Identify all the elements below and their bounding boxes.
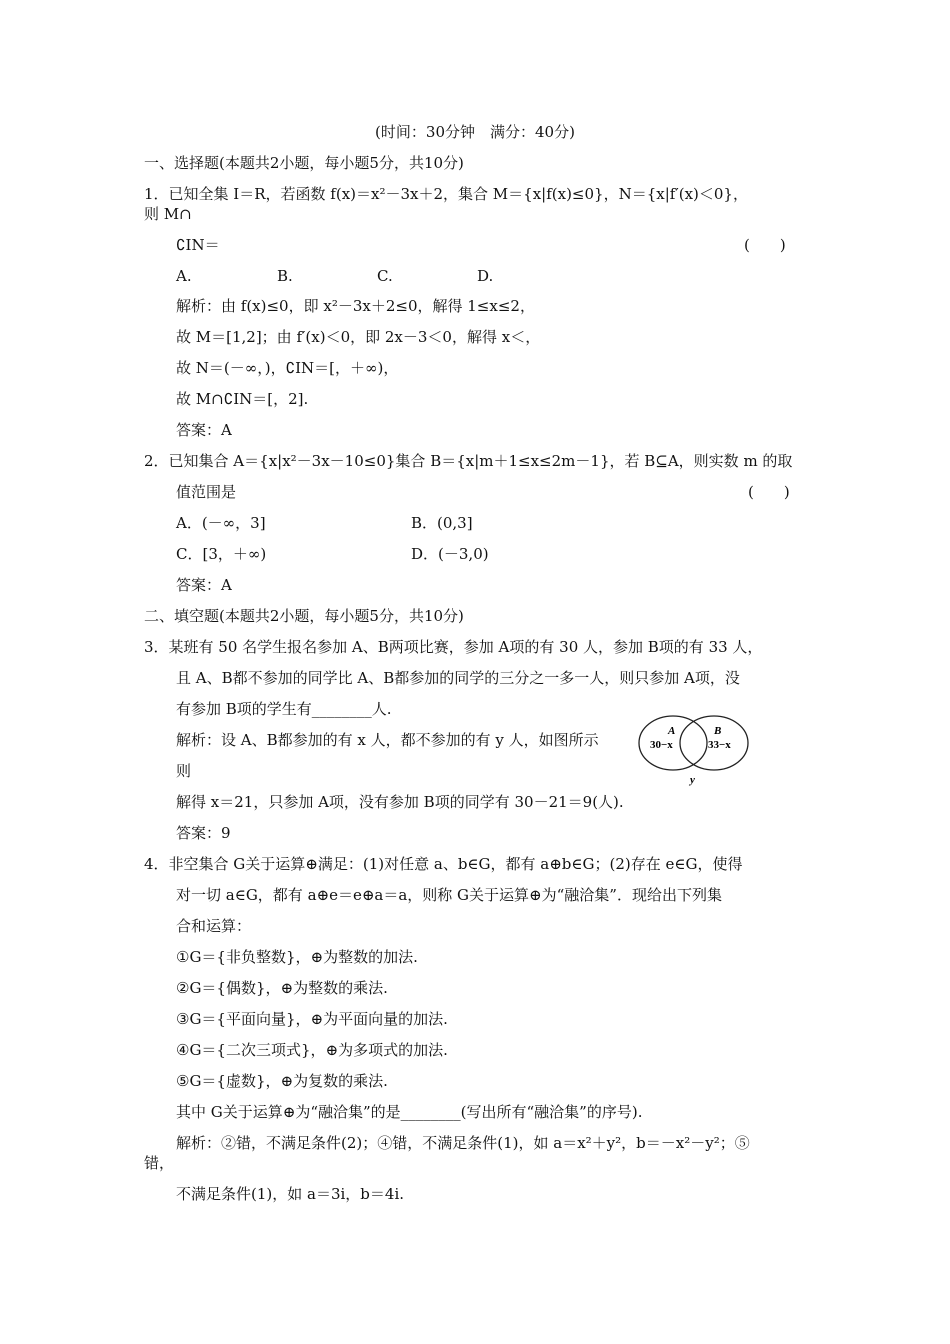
q4-item: ①G＝{非负整数}，⊕为整数的加法. <box>176 948 418 966</box>
q2-answer: 答案：A <box>176 576 232 594</box>
section-fill-heading: 二、填空题(本题共2小题，每小题5分，共10分) <box>144 607 464 625</box>
q3-solution: 解得 x＝21，只参加 A项，没有参加 B项的同学有 30－21＝9(人). <box>176 793 624 811</box>
q3-analysis-continued: 则 <box>176 762 192 780</box>
q4-stem-line: 对一切 a∈G，都有 a⊕e＝e⊕a＝a，则称 G关于运算⊕为“融洽集”．现给出下列集 <box>176 886 722 904</box>
q1-analysis-line: 故 N＝(－∞，)，∁IN＝[，＋∞)， <box>176 359 399 377</box>
q3-analysis: 解析：设 A、B都参加的有 x 人，都不参加的有 y 人，如图所示 <box>176 731 599 749</box>
q1-option-a: A. <box>176 267 192 285</box>
q1-option-d: D. <box>477 267 494 285</box>
set-a-label: A <box>668 725 676 737</box>
q1-analysis-line: 故 M＝[1,2]；由 f′(x)＜0，即 2x－3＜0，解得 x＜， <box>176 328 541 346</box>
outside-label: y <box>690 774 695 786</box>
q2-stem: 2．已知集合 A＝{x|x²－3x－10≤0}集合 B＝{x|m＋1≤x≤2m－1}，若 B⊆A，则实数 m 的取 <box>144 452 793 470</box>
section-choice-heading: 一、选择题(本题共2小题，每小题5分，共10分) <box>144 154 464 172</box>
q1-answer-paren: ( ) <box>744 236 786 254</box>
q1-analysis-line: 故 M∩∁IN＝[，2]. <box>176 390 309 408</box>
q1-option-c: C. <box>377 267 393 285</box>
q4-analysis: 解析：②错，不满足条件(2)；④错，不满足条件(1)，如 a＝x²＋y²，b＝－x²－y²；⑤ <box>176 1134 750 1152</box>
q4-item: ④G＝{二次三项式}，⊕为多项式的加法. <box>176 1041 448 1059</box>
q2-option-c: C．[3，＋∞) <box>176 545 267 563</box>
q1-target-expression: ∁IN＝ <box>176 236 220 254</box>
q4-item: ⑤G＝{虚数}，⊕为复数的乘法. <box>176 1072 388 1090</box>
q4-item: ②G＝{偶数}，⊕为整数的乘法. <box>176 979 388 997</box>
q3-stem-line: 且 A、B都不参加的同学比 A、B都参加的同学的三分之一多一人，则只参加 A项，没 <box>176 669 740 687</box>
q1-stem: 1．已知全集 I＝R，若函数 f(x)＝x²－3x＋2，集合 M＝{x|f(x)≤0}，N＝{x|f′(x)＜0}， <box>144 185 748 203</box>
q1-stem-continued: 则 M∩ <box>144 205 192 223</box>
q2-option-a: A．(－∞，3] <box>176 514 266 532</box>
q3-answer: 答案：9 <box>176 824 231 842</box>
venn-diagram <box>636 713 752 787</box>
set-b-label: B <box>714 725 722 737</box>
q1-analysis-line: 解析：由 f(x)≤0，即 x²－3x＋2≤0，解得 1≤x≤2， <box>176 297 535 315</box>
q4-question: 其中 G关于运算⊕为“融洽集”的是________(写出所有“融洽集”的序号). <box>176 1103 643 1121</box>
set-a-value: 30−x <box>650 739 673 751</box>
set-b-value: 33−x <box>708 739 731 751</box>
q2-answer-paren: ( ) <box>748 483 790 501</box>
q2-option-d: D．(－3,0) <box>411 545 489 563</box>
q4-analysis-continued: 错， <box>144 1154 175 1172</box>
q4-item: ③G＝{平面向量}，⊕为平面向量的加法. <box>176 1010 448 1028</box>
q3-stem-line: 3．某班有 50 名学生报名参加 A、B两项比赛，参加 A项的有 30 人，参加 B项的有 33 人， <box>144 638 763 656</box>
q1-answer: 答案：A <box>176 421 232 439</box>
q2-option-b: B．(0,3] <box>411 514 473 532</box>
q4-stem-line: 合和运算： <box>176 917 252 935</box>
q4-analysis-end: 不满足条件(1)，如 a＝3i，b＝4i. <box>176 1185 405 1203</box>
q1-option-b: B. <box>277 267 293 285</box>
q4-stem-line: 4．非空集合 G关于运算⊕满足：(1)对任意 a、b∈G，都有 a⊕b∈G；(2)存在 e∈G，使得 <box>144 855 743 873</box>
q3-stem-line: 有参加 B项的学生有________人. <box>176 700 392 718</box>
time-score-header: (时间：30分钟 满分：40分) <box>375 123 575 141</box>
q2-stem-continued: 值范围是 <box>176 483 237 501</box>
